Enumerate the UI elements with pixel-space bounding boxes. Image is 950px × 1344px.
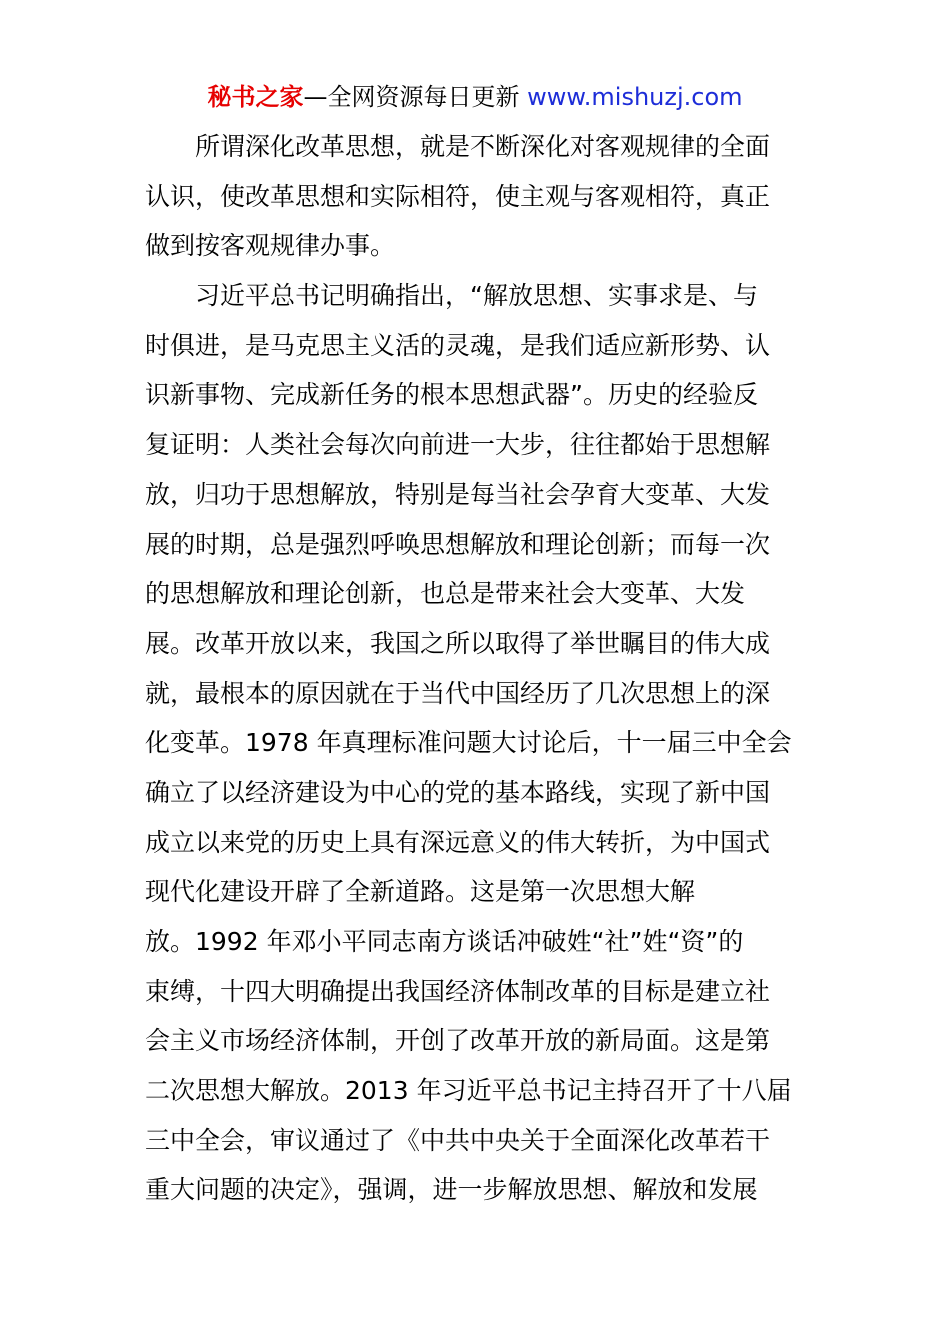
paragraph-line: 二次思想大解放。2013 年习近平总书记主持召开了十八届 [145,1076,792,1106]
site-tagline: —全网资源每日更新 [303,83,520,111]
site-name: 秘书之家 [207,83,304,111]
paragraph-line: 展的时期，总是强烈呼唤思想解放和理论创新；而每一次 [145,529,771,559]
paragraph-line: 认识，使改革思想和实际相符，使主观与客观相符，真正 [145,181,771,211]
document-body [145,122,810,1215]
paragraph-line: 就，最根本的原因就在于当代中国经历了几次思想上的深 [145,678,771,708]
paragraph-line: 所谓深化改革思想，就是不断深化对客观规律的全面 [195,132,771,161]
paragraph-line: 习近平总书记明确指出，“解放思想、实事求是、与 [195,281,758,311]
paragraph-line: 会主义市场经济体制，开创了改革开放的新局面。这是第 [145,1026,771,1056]
paragraph-line: 放，归功于思想解放，特别是每当社会孕育大变革、大发 [145,479,771,509]
site-url-link[interactable]: www.mishuzj.com [527,83,743,111]
paragraph-line: 放。1992 年邓小平同志南方谈话冲破姓“社”姓“资”的 [145,927,744,956]
paragraph-line: 确立了以经济建设为中心的党的基本路线，实现了新中国 [145,777,771,807]
paragraph-line: 现代化建设开辟了全新道路。这是第一次思想大解 [145,877,696,907]
paragraph-line: 做到按客观规律办事。 [145,231,396,261]
paragraph-line: 重大问题的决定》，强调，进一步解放思想、解放和发展 [145,1175,758,1205]
paragraph-line: 成立以来党的历史上具有深远意义的伟大转折，为中国式 [145,827,771,857]
paragraph-line: 三中全会，审议通过了《中共中央关于全面深化改革若干 [145,1125,771,1155]
paragraph-line: 的思想解放和理论创新，也总是带来社会大变革、大发 [145,579,746,609]
paragraph-line: 展。改革开放以来，我国之所以取得了举世瞩目的伟大成 [145,628,771,658]
site-header [0,80,950,114]
paragraph-line: 化变革。1978 年真理标准问题大讨论后，十一届三中全会 [145,728,792,758]
paragraph-line: 复证明：人类社会每次向前进一大步，往往都始于思想解 [145,430,771,460]
paragraph-line: 束缚，十四大明确提出我国经济体制改革的目标是建立社 [145,976,771,1006]
paragraph-line: 识新事物、完成新任务的根本思想武器”。历史的经验反 [145,380,758,410]
paragraph-line: 时俱进，是马克思主义活的灵魂，是我们适应新形势、认 [145,330,771,360]
